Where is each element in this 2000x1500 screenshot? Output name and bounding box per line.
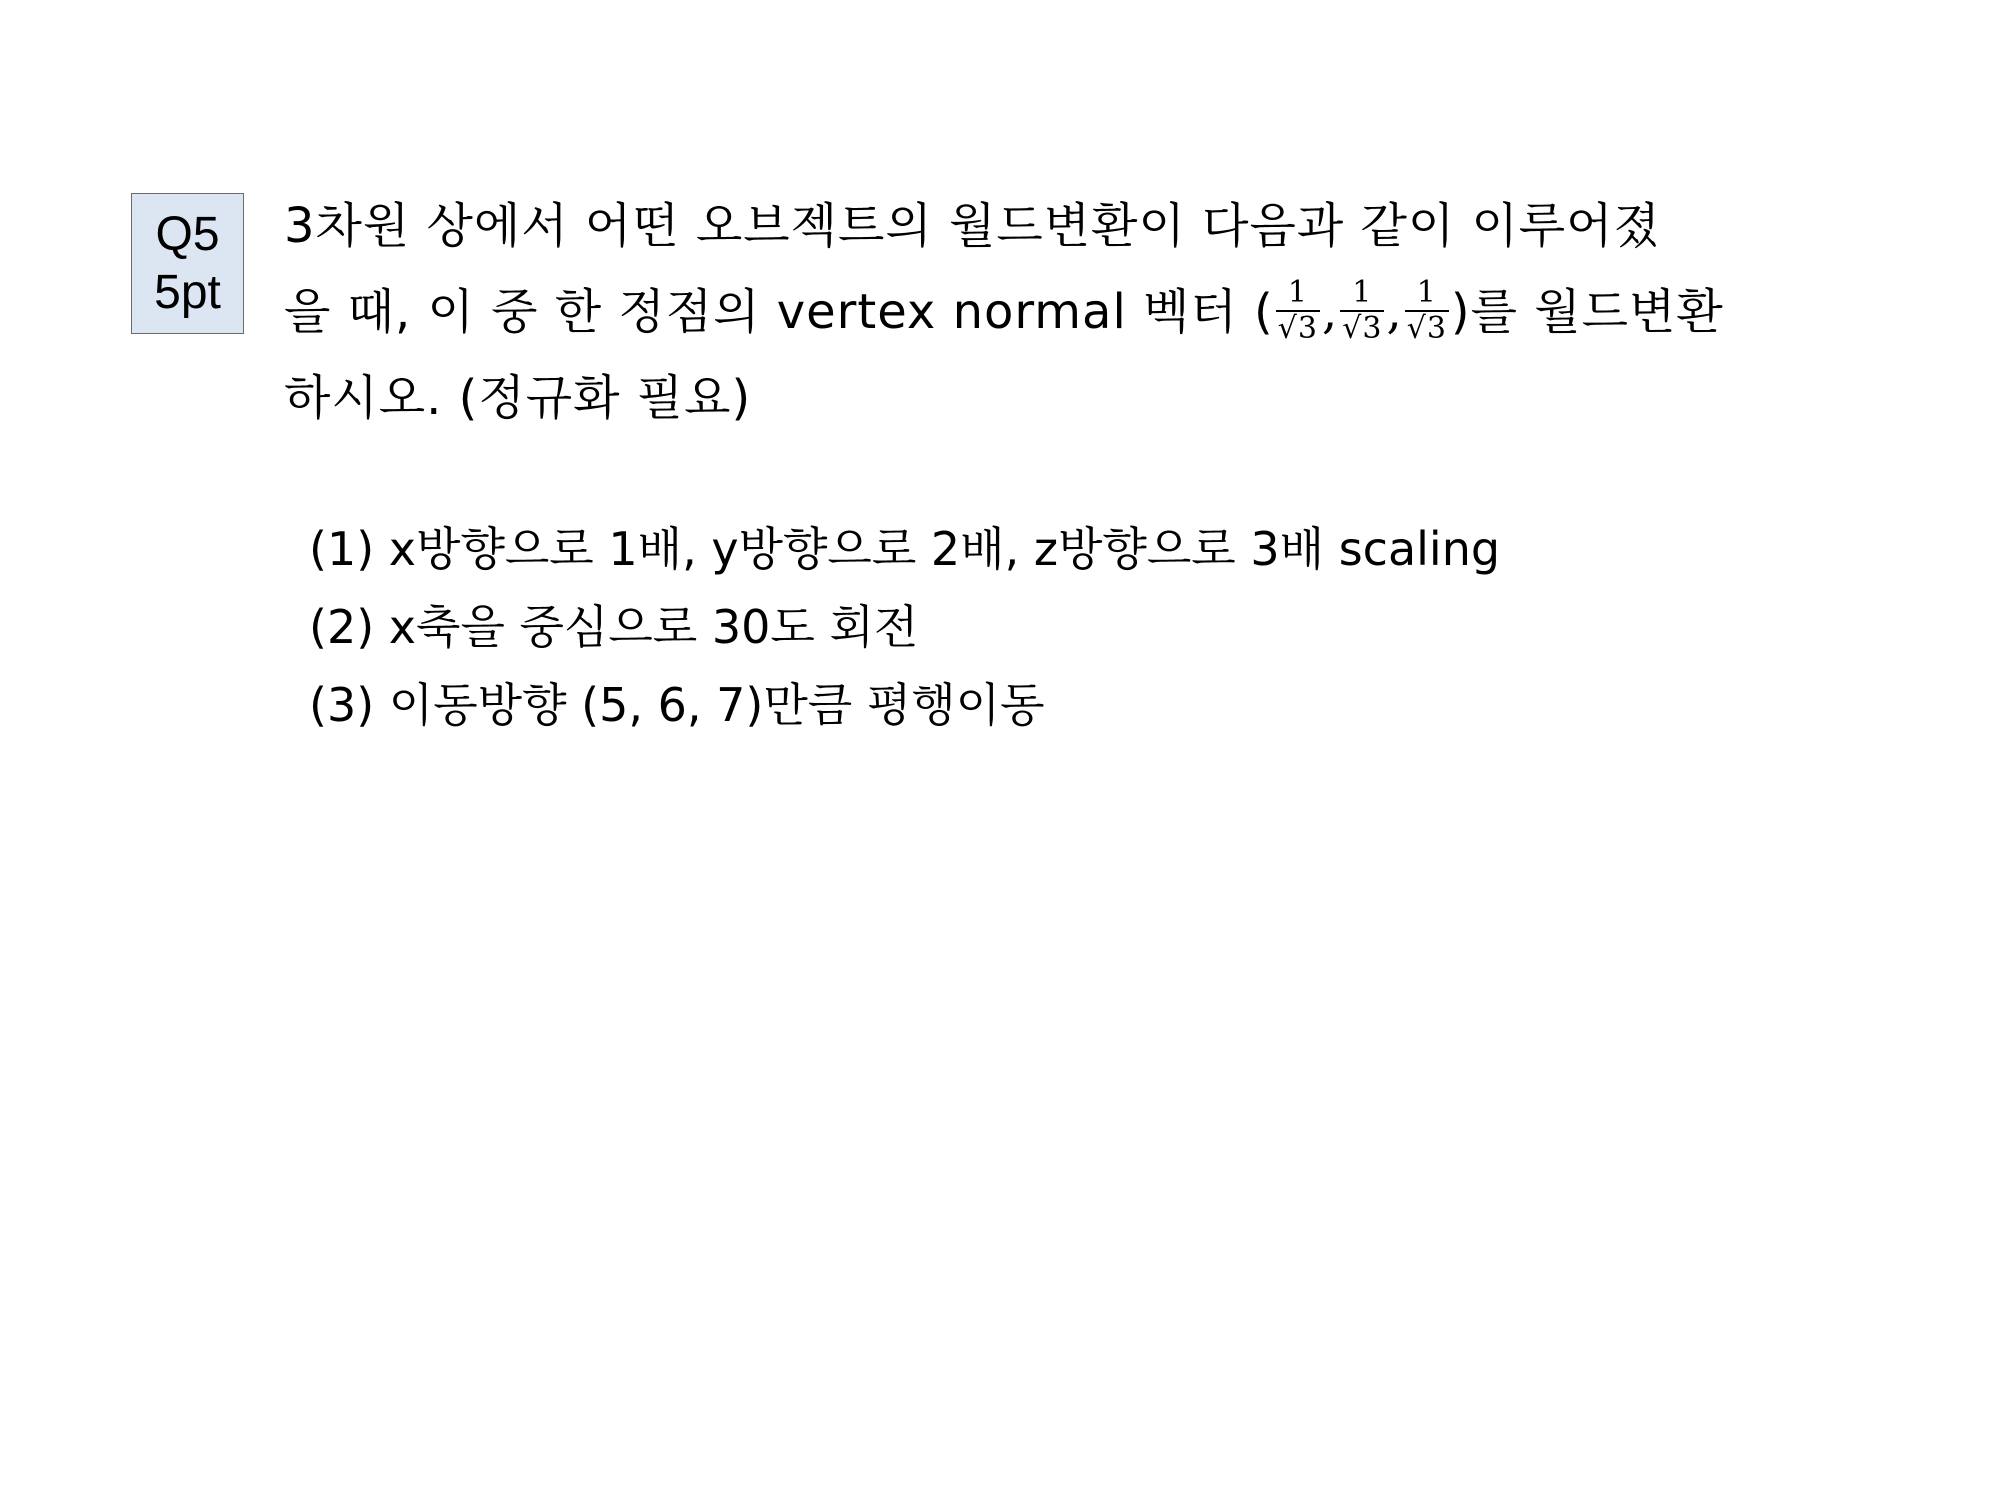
question-line-3: 하시오. (정규화 필요) xyxy=(284,370,752,426)
fraction-x-denominator: √3 xyxy=(1277,311,1318,346)
question-line-2-start: 을 때, 이 중 한 정점의 vertex normal 벡터 ( xyxy=(284,284,1274,340)
transform-step-scaling: (1) x방향으로 1배, y방향으로 2배, z방향으로 3배 scaling xyxy=(309,522,1501,576)
fraction-x xyxy=(1276,276,1320,346)
question-points: 5pt xyxy=(154,265,221,319)
fraction-z-numerator: 1 xyxy=(1405,276,1449,312)
fraction-y-denominator: √3 xyxy=(1342,311,1383,346)
fraction-y xyxy=(1340,276,1384,346)
fraction-separator: , xyxy=(1386,284,1403,340)
fraction-z xyxy=(1405,276,1449,346)
question-line-2 xyxy=(284,269,1904,355)
question-line-1: 3차원 상에서 어떤 오브젝트의 월드변환이 다음과 같이 이루어졌 xyxy=(284,198,1661,254)
fraction-separator: , xyxy=(1321,284,1339,340)
question-line-2-end: )를 월드변환 xyxy=(1450,284,1724,340)
fraction-z-denominator: √3 xyxy=(1406,311,1447,346)
transform-steps-list xyxy=(309,510,1500,744)
question-number-badge xyxy=(131,193,244,334)
question-label: Q5 xyxy=(155,207,220,261)
question-text xyxy=(284,183,1904,441)
fraction-x-numerator: 1 xyxy=(1276,276,1320,312)
transform-step-rotation: (2) x축을 중심으로 30도 회전 xyxy=(309,600,919,654)
transform-step-translation: (3) 이동방향 (5, 6, 7)만큼 평행이동 xyxy=(309,678,1045,732)
fraction-y-numerator: 1 xyxy=(1340,276,1384,312)
